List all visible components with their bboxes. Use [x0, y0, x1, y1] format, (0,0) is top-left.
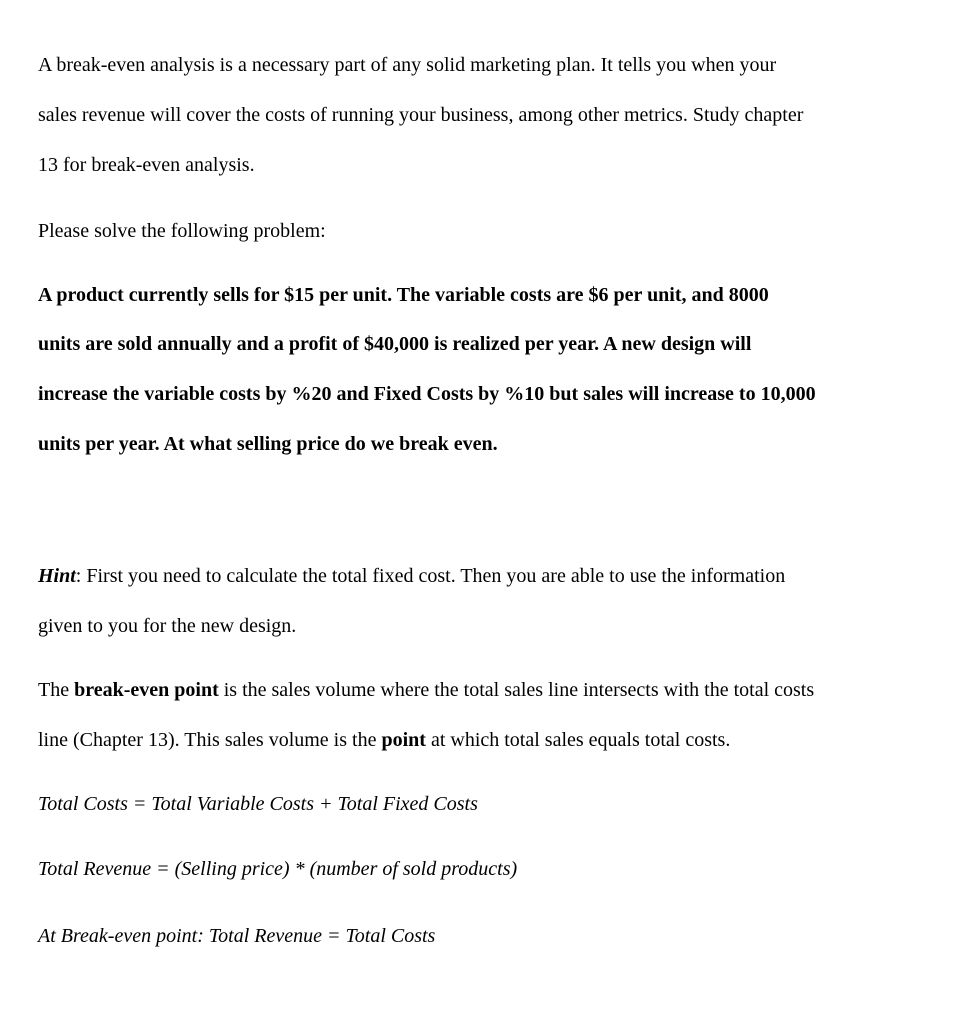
definition-term: point	[381, 729, 426, 751]
problem-line: units are sold annually and a profit of $40,000 is realized per year. A new design will	[38, 333, 752, 355]
definition-line	[38, 728, 730, 752]
definition-text: is the sales volume where the total sales line intersects with the total costs	[218, 679, 815, 701]
hint-line: given to you for the new design.	[38, 615, 297, 637]
hint-label: Hint	[38, 565, 76, 587]
definition-text: The	[38, 679, 75, 701]
hint-text: : First you need to calculate the total fixed cost. Then you are able to use the information	[75, 565, 786, 587]
intro-line: 13 for break-even analysis.	[38, 154, 255, 176]
problem-line: units per year. At what selling price do we break even.	[38, 433, 498, 455]
prompt-text: Please solve the following problem:	[38, 220, 326, 242]
definition-line	[38, 678, 814, 702]
definition-text: at which total sales equals total costs.	[425, 729, 731, 751]
definition-text: line (Chapter 13). This sales volume is the	[38, 729, 382, 751]
formula-total-revenue: Total Revenue = (Selling price) * (number of sold products)	[38, 858, 518, 880]
formula-total-costs: Total Costs = Total Variable Costs + Total Fixed Costs	[38, 793, 478, 815]
intro-line: A break-even analysis is a necessary part of any solid marketing plan. It tells you when your	[38, 54, 777, 76]
definition-term: break-even point	[74, 679, 219, 701]
problem-line: increase the variable costs by %20 and Fixed Costs by %10 but sales will increase to 10,000	[38, 383, 816, 405]
intro-line: sales revenue will cover the costs of running your business, among other metrics. Study chapter	[38, 104, 804, 126]
formula-break-even: At Break-even point: Total Revenue = Total Costs	[38, 925, 436, 947]
problem-line: A product currently sells for $15 per unit. The variable costs are $6 per unit, and 8000	[38, 284, 769, 306]
hint-line	[38, 564, 785, 588]
